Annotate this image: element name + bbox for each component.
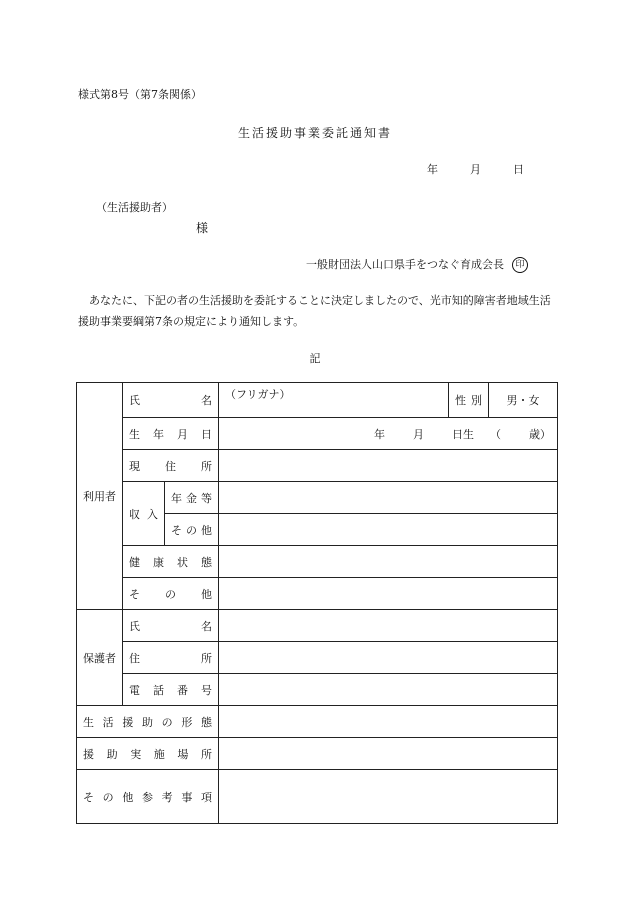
table-row	[77, 383, 558, 418]
support-form-label: 生活援助の形態	[77, 706, 219, 738]
guardian-group-label: 保護者	[77, 610, 123, 706]
date-year: 年	[427, 163, 438, 176]
pension-label: 年金等	[165, 482, 219, 514]
table-row	[77, 738, 558, 770]
support-place-field[interactable]	[219, 738, 558, 770]
furigana-field[interactable]: （フリガナ）	[219, 383, 449, 418]
document-title: 生活援助事業委託通知書	[237, 126, 392, 140]
recipient-honorific: 様	[196, 221, 209, 235]
form-number: 様式第8号（第7条関係）	[78, 88, 202, 101]
name-label: 氏名	[123, 383, 219, 418]
birth-month: 月	[413, 427, 424, 441]
health-label: 健康状態	[123, 546, 219, 578]
seal-icon: 印	[512, 257, 528, 273]
other-field[interactable]	[219, 578, 558, 610]
issuer-line	[306, 256, 528, 273]
birth-label: 生年月日	[123, 418, 219, 450]
table-row	[77, 482, 558, 514]
support-place-label: 援助実施場所	[77, 738, 219, 770]
birth-year: 年	[374, 427, 385, 441]
table-row	[77, 706, 558, 738]
user-group-label: 利用者	[77, 383, 123, 610]
guardian-name-label: 氏名	[123, 610, 219, 642]
recipient-label: （生活援助者）	[96, 201, 173, 214]
date-line	[427, 161, 524, 177]
guardian-name-field[interactable]	[219, 610, 558, 642]
guardian-address-label: 住所	[123, 642, 219, 674]
gender-label: 性別	[449, 383, 489, 418]
notes-field[interactable]	[219, 770, 558, 824]
date-day: 日	[513, 163, 524, 176]
form-table	[76, 382, 558, 824]
table-row	[77, 610, 558, 642]
phone-field[interactable]	[219, 674, 558, 706]
table-row	[77, 674, 558, 706]
address-field[interactable]	[219, 450, 558, 482]
table-row	[77, 546, 558, 578]
income-other-label: その他	[165, 514, 219, 546]
income-other-field[interactable]	[219, 514, 558, 546]
age-close: 歳）	[529, 427, 551, 441]
guardian-address-field[interactable]	[219, 642, 558, 674]
notes-label: その他参考事項	[77, 770, 219, 824]
ki-marker: 記	[309, 352, 321, 365]
table-row	[77, 642, 558, 674]
income-label: 収入	[123, 482, 165, 546]
pension-field[interactable]	[219, 482, 558, 514]
table-row	[77, 770, 558, 824]
phone-label: 電話番号	[123, 674, 219, 706]
table-row	[77, 418, 558, 450]
support-form-field[interactable]	[219, 706, 558, 738]
age-open: （	[490, 427, 501, 441]
table-row	[77, 578, 558, 610]
health-field[interactable]	[219, 546, 558, 578]
table-row	[77, 450, 558, 482]
date-month: 月	[470, 163, 481, 176]
birth-field[interactable]	[219, 418, 558, 450]
issuer-name: 一般財団法人山口県手をつなぐ育成会長	[306, 258, 504, 271]
gender-field[interactable]: 男・女	[489, 383, 558, 418]
birth-day: 日生	[452, 427, 474, 441]
other-label: その他	[123, 578, 219, 610]
body-paragraph: あなたに、下記の者の生活援助を委託することに決定しましたので、光市知的障害者地域生活援助事業要綱第7条の規定により通知します。	[78, 294, 551, 328]
address-label: 現住所	[123, 450, 219, 482]
